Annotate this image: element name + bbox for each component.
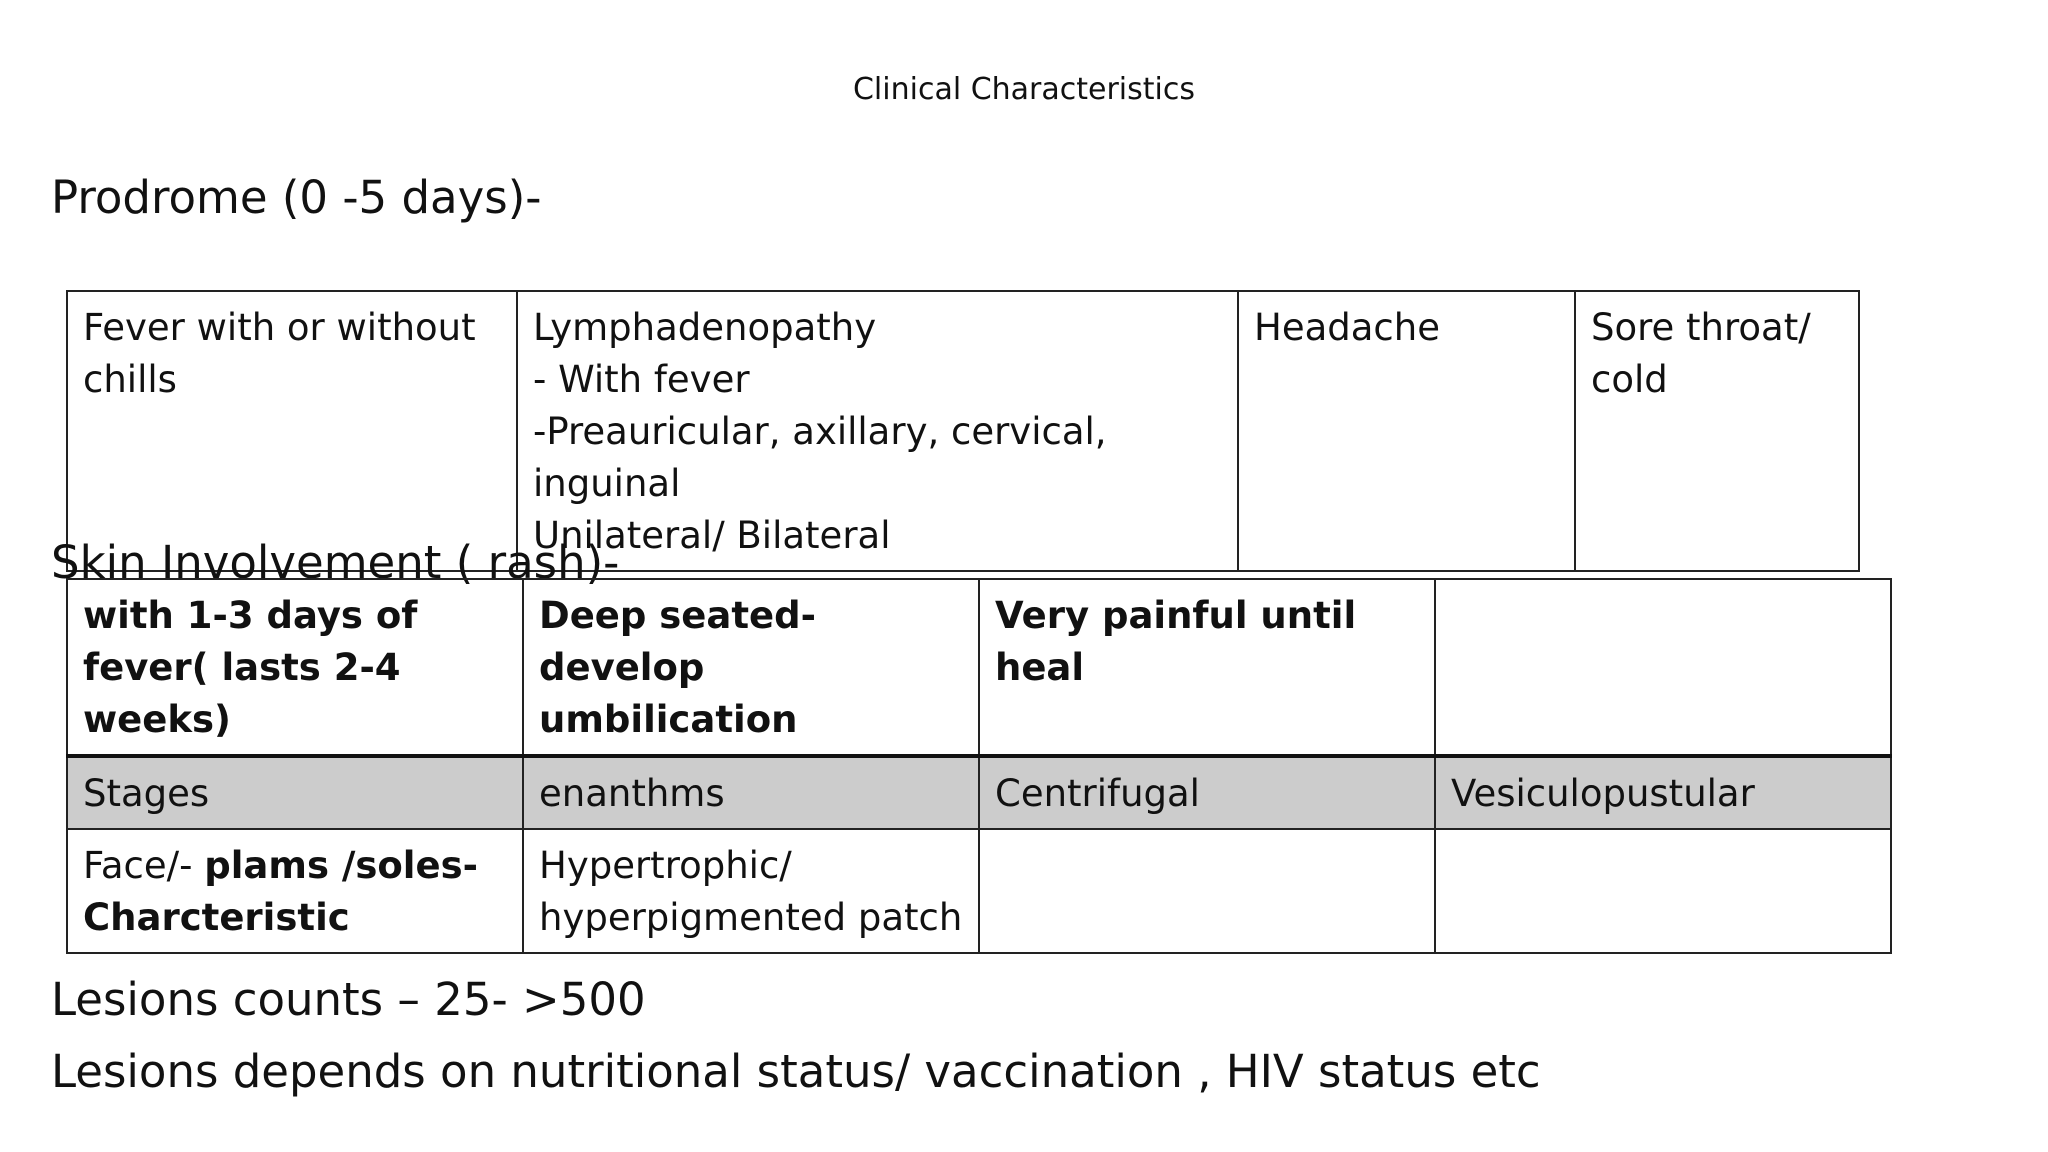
table-cell — [1435, 579, 1891, 756]
table-cell: Fever with or without chills — [67, 291, 517, 571]
table-cell — [1435, 829, 1891, 953]
table-cell: Vesiculopustular — [1435, 756, 1891, 829]
table-cell: Hypertrophic/ hyperpigmented patch — [523, 829, 979, 953]
table-cell: Headache — [1238, 291, 1575, 571]
prodrome-table — [66, 290, 1860, 572]
cell-text-bold: plams /soles- Charcteristic — [83, 844, 478, 939]
cell-text-plain: Face/- — [83, 844, 205, 887]
table-row — [67, 756, 1891, 829]
prodrome-heading: Prodrome (0 -5 days)- — [51, 171, 542, 224]
table-cell: enanthms — [523, 756, 979, 829]
table-row — [67, 829, 1891, 953]
table-row — [67, 579, 1891, 756]
table-cell: Very painful until heal — [979, 579, 1435, 756]
lesion-factors-text: Lesions depends on nutritional status/ vaccination , HIV status etc — [51, 1045, 1541, 1098]
table-cell: Deep seated- develop umbilication — [523, 579, 979, 756]
skin-involvement-table — [66, 578, 1892, 954]
table-cell: Centrifugal — [979, 756, 1435, 829]
slide-title: Clinical Characteristics — [852, 72, 1195, 107]
table-cell — [979, 829, 1435, 953]
table-cell: Sore throat/ cold — [1575, 291, 1859, 571]
skin-involvement-heading: Skin Involvement ( rash)- — [51, 536, 620, 589]
table-cell: Lymphadenopathy - With fever -Preauricular, axillary, cervical, inguinal Unilateral/ Bilateral — [517, 291, 1238, 571]
table-cell: Stages — [67, 756, 523, 829]
table-row — [67, 291, 1859, 571]
table-cell — [67, 829, 523, 953]
table-cell: with 1-3 days of fever( lasts 2-4 weeks) — [67, 579, 523, 756]
lesion-count-text: Lesions counts – 25- >500 — [51, 973, 646, 1026]
